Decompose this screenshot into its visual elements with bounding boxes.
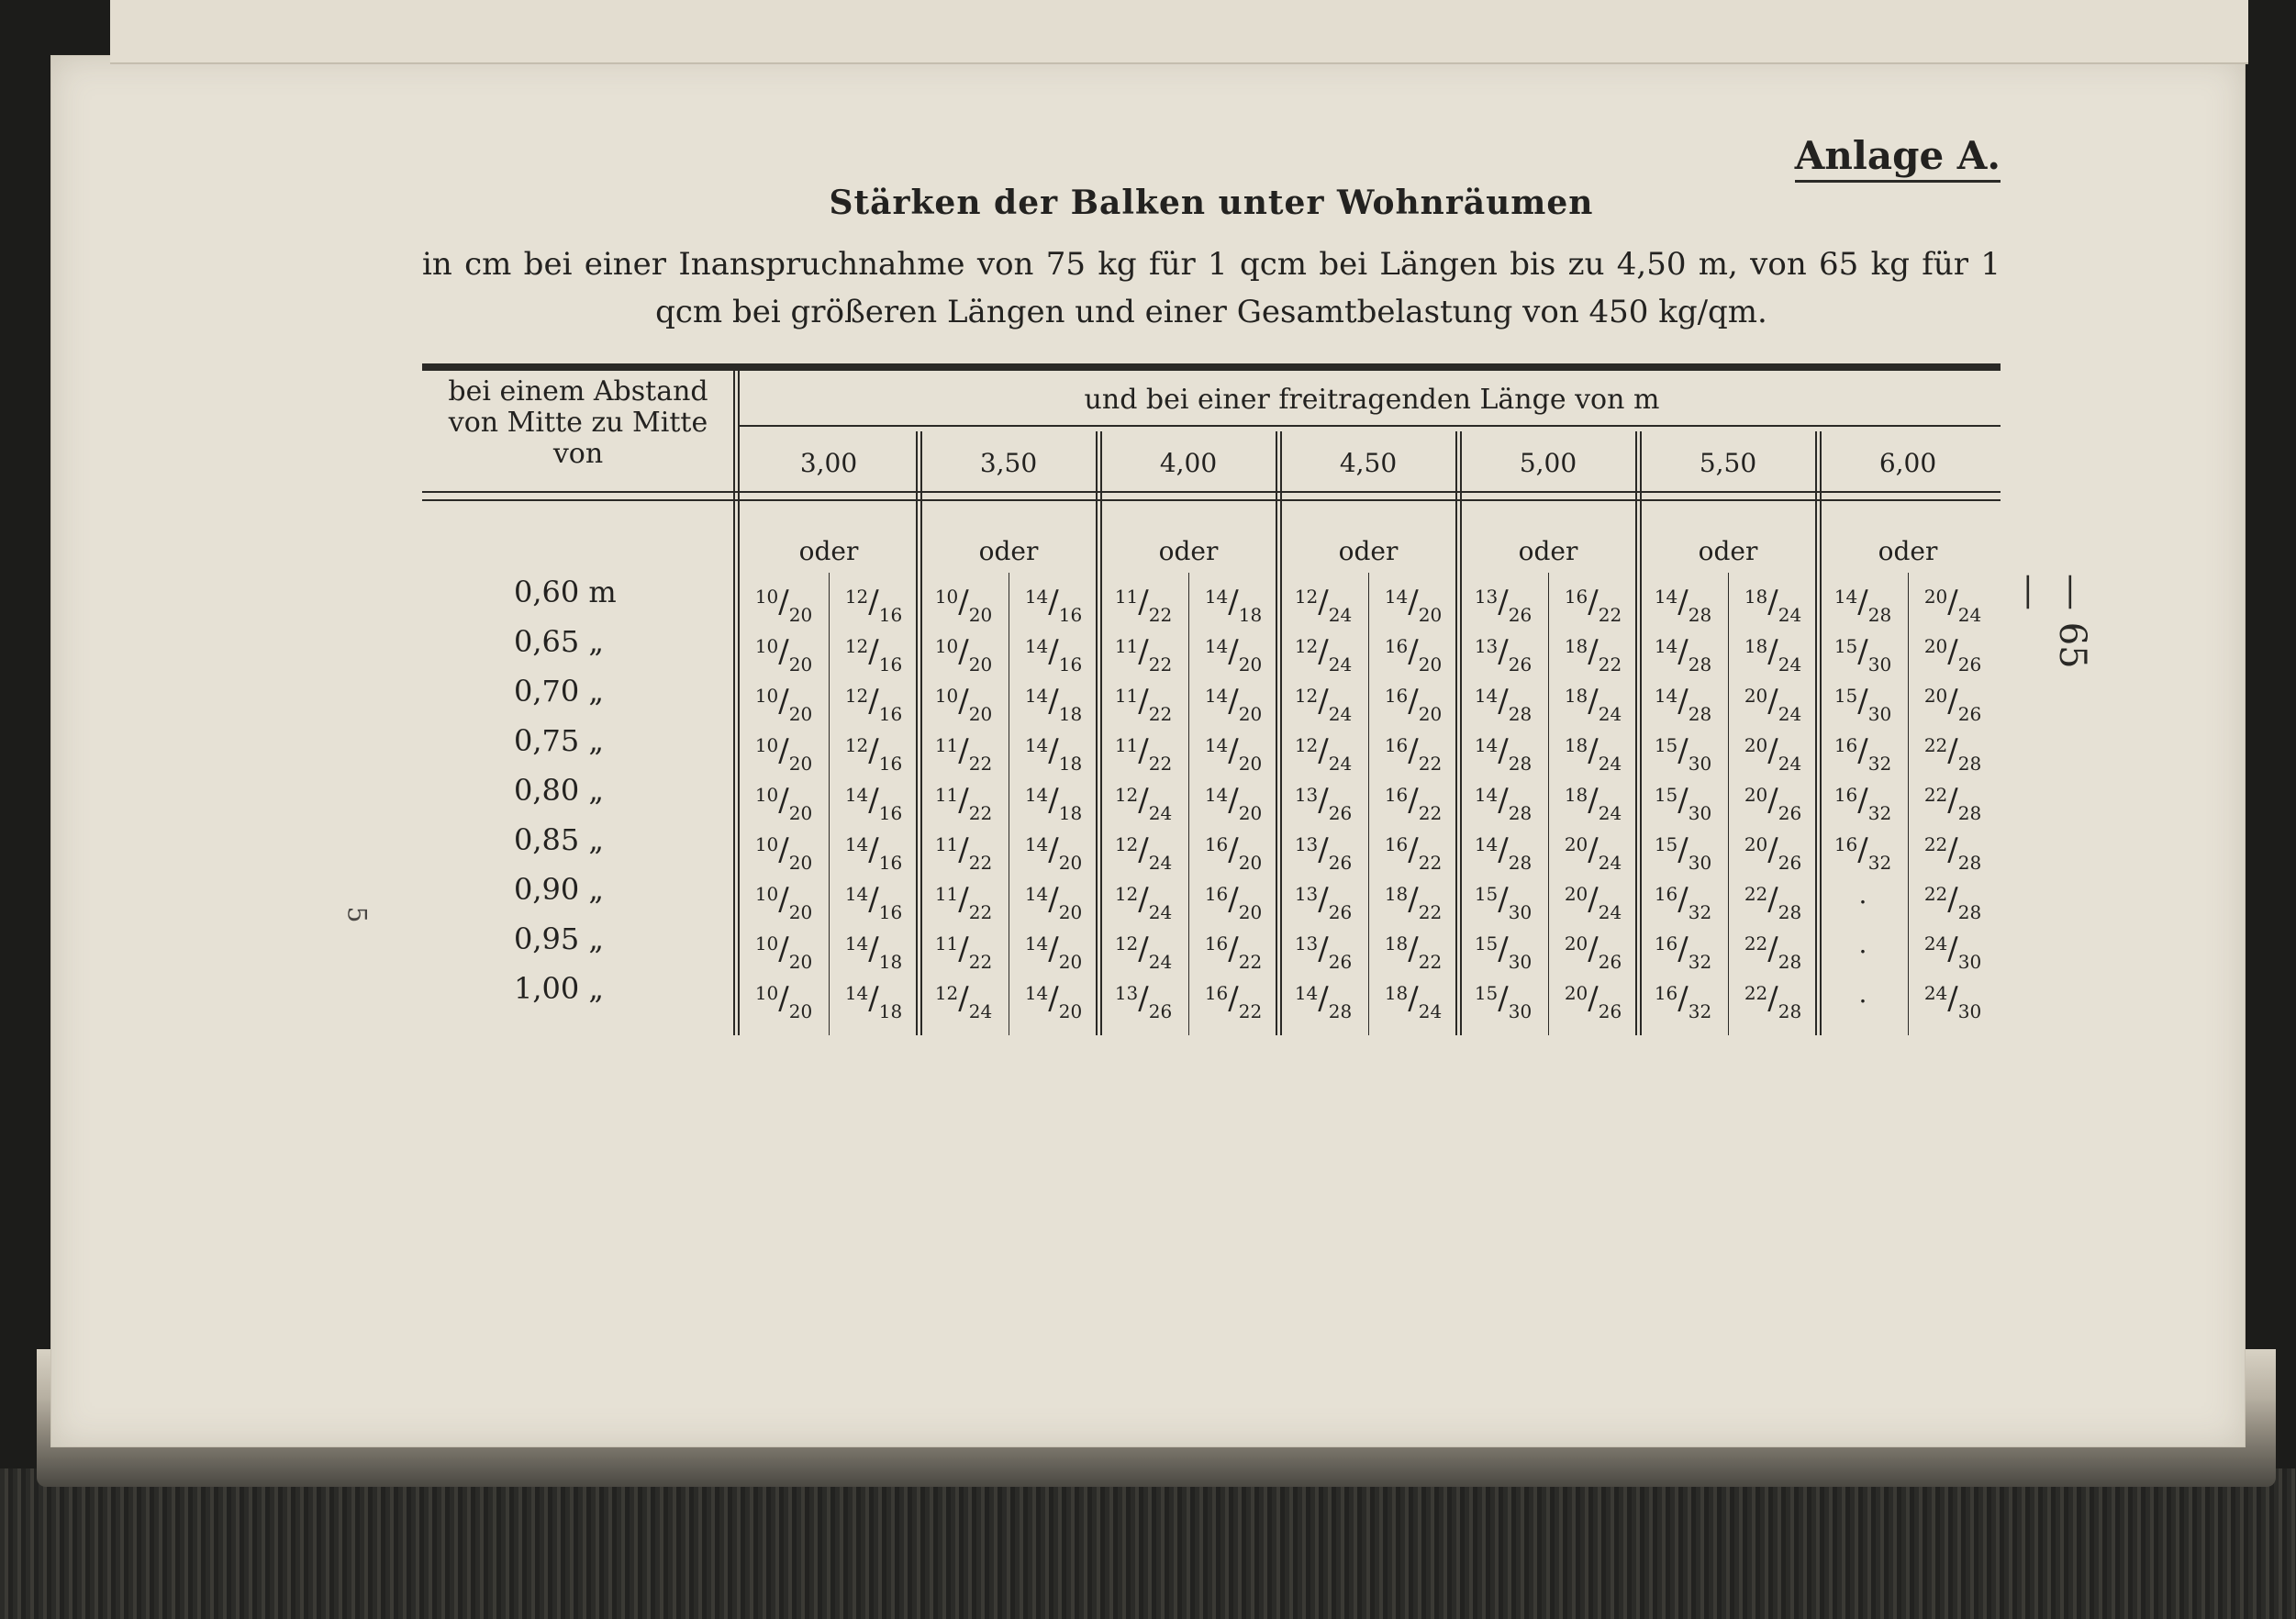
- table-cell: 22/28: [1923, 732, 1982, 775]
- table-cell: 24/30: [1923, 980, 1982, 1022]
- table-cell: 22/28: [1923, 832, 1982, 874]
- table-cell: 18/24: [1564, 782, 1622, 824]
- table-cell: 14/18: [844, 931, 903, 973]
- table-cell: 14/28: [1833, 584, 1892, 626]
- spine-number: 5: [341, 906, 373, 923]
- table-cell: 10/20: [934, 633, 993, 676]
- table-cell: 13/26: [1294, 931, 1353, 973]
- table-cell: 16/20: [1204, 832, 1263, 874]
- table-cell: 11/22: [934, 881, 993, 923]
- table-cell: 22/28: [1744, 881, 1802, 923]
- table-cell: 16/22: [1384, 832, 1443, 874]
- table-cell: 14/18: [1024, 732, 1083, 775]
- table-cell: 14/20: [1384, 584, 1443, 626]
- table-cell: 11/22: [934, 782, 993, 824]
- table-cell: 14/18: [1024, 782, 1083, 824]
- table-cell: 14/20: [1204, 732, 1263, 775]
- page-number: — 65 —: [2009, 574, 2093, 669]
- table-cell: 16/32: [1654, 980, 1712, 1022]
- oder-label: oder: [1338, 536, 1399, 566]
- row-label: 0,95 „: [514, 921, 604, 956]
- oder-label: oder: [1698, 536, 1758, 566]
- table-cell: 12/24: [1114, 832, 1173, 874]
- row-label: 1,00 „: [514, 971, 604, 1006]
- table-cell: 18/22: [1564, 633, 1622, 676]
- table-cell: 14/18: [1204, 584, 1263, 626]
- table-cell: 22/28: [1744, 931, 1802, 973]
- length-header: 3,50: [979, 448, 1038, 478]
- table-cell: 14/20: [1204, 633, 1263, 676]
- row-label: 0,75 „: [514, 723, 604, 758]
- row-label: 0,65 „: [514, 624, 604, 659]
- table-cell: 16/20: [1384, 683, 1443, 725]
- table-cell: 10/20: [754, 931, 813, 973]
- table-cell: 14/28: [1654, 683, 1712, 725]
- table-cell: 14/20: [1024, 881, 1083, 923]
- table-cell: 22/28: [1923, 782, 1982, 824]
- oder-label: oder: [1518, 536, 1578, 566]
- table-cell: 14/16: [844, 782, 903, 824]
- table-cell: 15/30: [1833, 683, 1892, 725]
- table-cell: 13/26: [1294, 832, 1353, 874]
- table-cell: 11/22: [1114, 732, 1173, 775]
- table-cell: 16/22: [1384, 782, 1443, 824]
- table-cell: 12/24: [1294, 683, 1353, 725]
- table-cell: 22/28: [1923, 881, 1982, 923]
- table-cell: 14/28: [1654, 584, 1712, 626]
- header-double-rule: [422, 491, 2001, 501]
- table-cell: 22/28: [1744, 980, 1802, 1022]
- table-cell: .: [1858, 879, 1867, 910]
- table-cell: 16/22: [1564, 584, 1622, 626]
- table-cell: 20/24: [1564, 832, 1622, 874]
- table-cell: 18/24: [1564, 683, 1622, 725]
- table-cell: .: [1858, 929, 1867, 959]
- table-cell: 15/30: [1474, 881, 1533, 923]
- table-cell: 15/30: [1474, 931, 1533, 973]
- table-cell: 12/24: [1294, 584, 1353, 626]
- table-cell: 14/20: [1204, 782, 1263, 824]
- table-cell: 11/22: [1114, 683, 1173, 725]
- table-cell: 15/30: [1474, 980, 1533, 1022]
- table-cell: 18/22: [1384, 881, 1443, 923]
- table-cell: 24/30: [1923, 931, 1982, 973]
- table-cell: 14/20: [1024, 832, 1083, 874]
- previous-page-strip: [110, 0, 2248, 64]
- table-cell: 12/16: [844, 683, 903, 725]
- table-cell: 12/24: [1114, 782, 1173, 824]
- page-title: Stärken der Balken unter Wohnräumen: [829, 184, 1594, 222]
- table-cell: 20/24: [1744, 683, 1802, 725]
- table-cell: 11/22: [934, 832, 993, 874]
- row-label: 0,70 „: [514, 674, 604, 709]
- row-label-separator: [733, 371, 735, 1035]
- length-header: 5,00: [1519, 448, 1577, 478]
- table-cell: 14/18: [844, 980, 903, 1022]
- table-cell: 11/22: [934, 732, 993, 775]
- table-cell: 18/24: [1744, 584, 1802, 626]
- group-header-rule: [739, 425, 2001, 427]
- oder-label: oder: [798, 536, 859, 566]
- row-label: 0,80 „: [514, 773, 604, 808]
- table-cell: 20/26: [1744, 832, 1802, 874]
- table-cell: 14/20: [1024, 931, 1083, 973]
- oder-label: oder: [1158, 536, 1219, 566]
- table-cell: 10/20: [754, 980, 813, 1022]
- table-cell: 20/26: [1923, 683, 1982, 725]
- row-label: 0,90 „: [514, 872, 604, 907]
- table-cell: 20/24: [1744, 732, 1802, 775]
- table-cell: 15/30: [1654, 732, 1712, 775]
- table-cell: 14/16: [844, 832, 903, 874]
- table-cell: 12/16: [844, 732, 903, 775]
- table-cell: 18/22: [1384, 931, 1443, 973]
- table-cell: 14/28: [1474, 732, 1533, 775]
- appendix-label: Anlage A.: [1795, 133, 2001, 183]
- table-cell: 16/22: [1384, 732, 1443, 775]
- table-cell: 10/20: [754, 633, 813, 676]
- table-cell: 16/32: [1833, 832, 1892, 874]
- table-cell: 16/22: [1204, 980, 1263, 1022]
- table-top-rule: [422, 363, 2001, 371]
- table-cell: 14/20: [1024, 980, 1083, 1022]
- table-cell: 16/20: [1384, 633, 1443, 676]
- table-cell: 10/20: [754, 584, 813, 626]
- table-cell: 16/32: [1654, 931, 1712, 973]
- row-header: bei einem Abstand von Mitte zu Mitte von: [448, 375, 708, 470]
- length-header: 6,00: [1878, 448, 1937, 478]
- book-cover-cloth: [0, 1468, 2296, 1619]
- table-cell: 20/26: [1564, 931, 1622, 973]
- table-cell: 15/30: [1654, 782, 1712, 824]
- table-cell: 11/22: [1114, 584, 1173, 626]
- table-cell: 20/24: [1564, 881, 1622, 923]
- table-cell: 14/20: [1204, 683, 1263, 725]
- table-cell: 16/20: [1204, 881, 1263, 923]
- table-cell: 20/26: [1923, 633, 1982, 676]
- table-cell: 10/20: [754, 881, 813, 923]
- table-cell: 14/16: [1024, 584, 1083, 626]
- table-cell: 14/28: [1474, 683, 1533, 725]
- table-cell: 14/28: [1294, 980, 1353, 1022]
- table-cell: 14/28: [1474, 782, 1533, 824]
- table-cell: 20/24: [1923, 584, 1982, 626]
- table-cell: 14/28: [1654, 633, 1712, 676]
- row-label: 0,85 „: [514, 822, 604, 857]
- table-cell: 16/32: [1833, 732, 1892, 775]
- table-cell: 10/20: [934, 683, 993, 725]
- table-cell: 11/22: [934, 931, 993, 973]
- page-subtitle: in cm bei einer Inanspruchnahme von 75 kg für 1 qcm bei Längen bis zu 4,50 m, von 65 kg für 1 qcm bei größeren Längen und einer Gesamtbelastung von 450 kg/qm.: [422, 246, 2001, 330]
- table-cell: 20/26: [1564, 980, 1622, 1022]
- table-cell: .: [1858, 978, 1867, 1009]
- table-cell: 13/26: [1474, 584, 1533, 626]
- table-cell: 12/24: [1114, 931, 1173, 973]
- table-cell: 16/22: [1204, 931, 1263, 973]
- table-cell: 16/32: [1833, 782, 1892, 824]
- table-cell: 13/26: [1294, 782, 1353, 824]
- table-cell: 14/28: [1474, 832, 1533, 874]
- length-header: 4,50: [1339, 448, 1398, 478]
- column-group-header: und bei einer freitragenden Länge von m: [1084, 384, 1660, 416]
- table-cell: 18/24: [1564, 732, 1622, 775]
- table-cell: 12/24: [1294, 633, 1353, 676]
- length-header: 3,00: [799, 448, 858, 478]
- table-cell: 16/32: [1654, 881, 1712, 923]
- table-cell: 13/26: [1294, 881, 1353, 923]
- table-cell: 12/24: [1114, 881, 1173, 923]
- table-cell: 12/24: [934, 980, 993, 1022]
- table-cell: 10/20: [754, 832, 813, 874]
- table-cell: 10/20: [754, 683, 813, 725]
- table-cell: 13/26: [1474, 633, 1533, 676]
- table-cell: 20/26: [1744, 782, 1802, 824]
- table-cell: 14/16: [1024, 633, 1083, 676]
- table-cell: 12/16: [844, 584, 903, 626]
- table-cell: 14/18: [1024, 683, 1083, 725]
- oder-label: oder: [978, 536, 1039, 566]
- table-cell: 10/20: [934, 584, 993, 626]
- table-cell: 14/16: [844, 881, 903, 923]
- table-cell: 12/24: [1294, 732, 1353, 775]
- oder-label: oder: [1878, 536, 1938, 566]
- table-cell: 13/26: [1114, 980, 1173, 1022]
- table-cell: 10/20: [754, 782, 813, 824]
- table-cell: 12/16: [844, 633, 903, 676]
- length-header: 5,50: [1699, 448, 1757, 478]
- length-header: 4,00: [1159, 448, 1218, 478]
- table-cell: 11/22: [1114, 633, 1173, 676]
- row-label: 0,60 m: [514, 575, 617, 609]
- table-cell: 15/30: [1654, 832, 1712, 874]
- table-cell: 15/30: [1833, 633, 1892, 676]
- table-cell: 18/24: [1744, 633, 1802, 676]
- table-cell: 18/24: [1384, 980, 1443, 1022]
- table-cell: 10/20: [754, 732, 813, 775]
